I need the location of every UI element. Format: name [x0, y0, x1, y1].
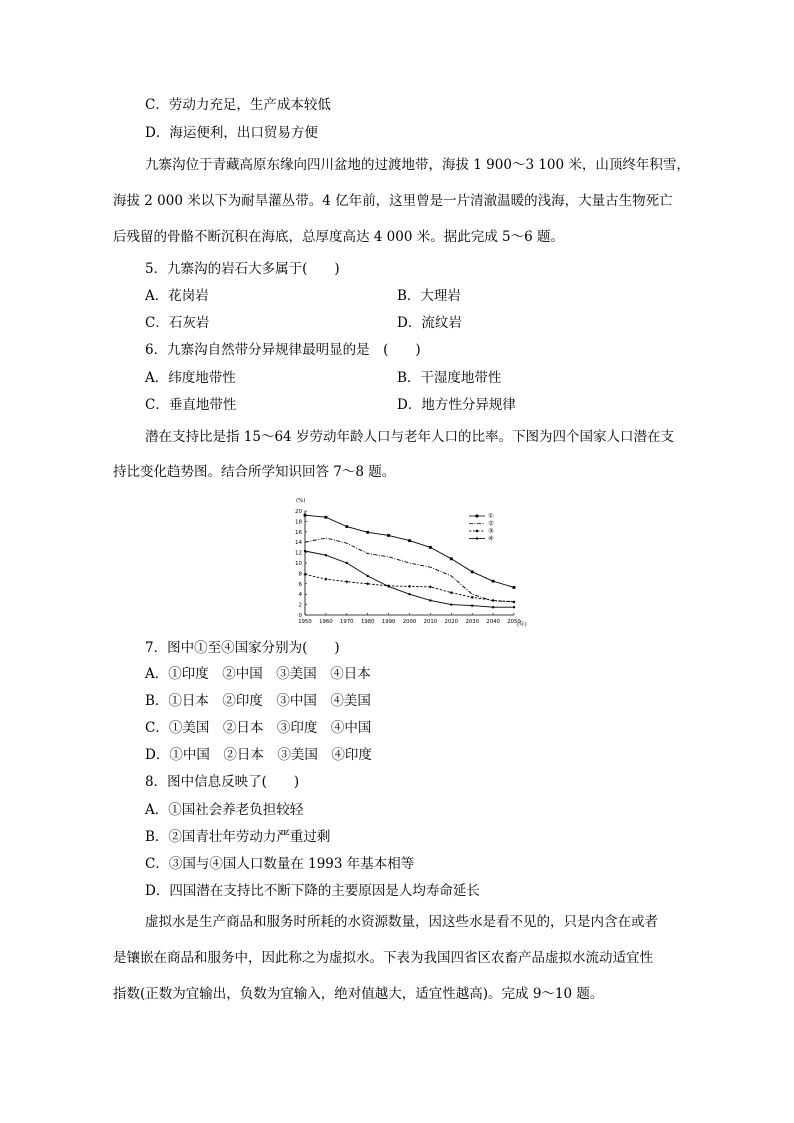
q7-stem: 7．图中①至④国家分别为( ): [145, 640, 340, 656]
q8-option-c: C．③国与④国人口数量在 1993 年基本相等: [145, 856, 415, 872]
series-1-point: [429, 546, 432, 549]
series-line-2: [305, 538, 514, 602]
series-3-point: [471, 596, 474, 599]
series-1-point: [513, 586, 516, 589]
q5-option-d: D．流纹岩: [397, 315, 462, 331]
x-tick-label: 1970: [340, 619, 354, 625]
series-3-point: [366, 582, 369, 585]
series-1-point: [345, 525, 348, 528]
passage2-line2: 持比变化趋势图。结合所学知识回答 7～8 题。: [113, 464, 396, 480]
q6-stem: 6．九寨沟自然带分异规律最明显的是 ( ): [145, 342, 421, 358]
series-1-point: [471, 570, 474, 573]
series-4-point: [408, 593, 410, 595]
legend-label-1: ①: [488, 512, 494, 521]
series-1-point: [387, 534, 390, 537]
series-line-1: [305, 515, 514, 587]
series-line-3: [305, 574, 514, 602]
q8-option-d: D．四国潜在支持比不断下降的主要原因是人均寿命延长: [145, 883, 480, 899]
series-3-point: [408, 585, 411, 588]
q7-option-c: C．①美国 ②日本 ③印度 ④中国: [145, 720, 372, 736]
series-3-point: [492, 599, 495, 602]
option-d-prev: D．海运便利，出口贸易方便: [145, 125, 318, 141]
y-tick-label: 20: [295, 509, 302, 515]
legend-label-3: ③: [488, 527, 494, 536]
series-3-point: [512, 600, 515, 603]
legend-marker-3: [475, 529, 478, 532]
y-tick-label: 2: [298, 602, 302, 609]
x-tick-label: 2050: [507, 619, 521, 625]
q5-stem: 5．九寨沟的岩石大多属于( ): [145, 261, 340, 277]
y-tick-label: 14: [295, 540, 302, 547]
passage1-line2: 海拔 2 000 米以下为耐旱灌丛带。4 亿年前，这里曾是一片清澈温暖的浅海，大量古生物死亡: [113, 193, 673, 209]
q8-option-b: B．②国青壮年劳动力严重过剩: [145, 829, 331, 845]
y-tick-label: 8: [298, 571, 302, 578]
x-tick-label: 2040: [486, 619, 500, 625]
series-1-point: [408, 539, 411, 542]
y-tick-label: 18: [295, 519, 302, 526]
q6-option-d: D．地方性分异规律: [397, 397, 516, 413]
q8-stem: 8．图中信息反映了( ): [145, 774, 300, 790]
option-c-prev: C．劳动力充足，生产成本较低: [145, 97, 331, 113]
x-tick-label: 1950: [298, 619, 312, 625]
series-1-point: [366, 531, 369, 534]
q5-option-b: B．大理岩: [397, 288, 461, 304]
series-3-point: [345, 580, 348, 583]
series-4-point: [346, 562, 348, 564]
series-1-point: [492, 580, 495, 583]
x-tick-label: 1990: [381, 619, 396, 625]
q7-option-a: A．①印度 ②中国 ③美国 ④日本: [145, 666, 371, 682]
y-tick-label: 6: [298, 581, 302, 588]
x-axis-label: (年): [517, 622, 527, 628]
x-tick-label: 2000: [402, 619, 417, 625]
y-tick-label: 0: [298, 613, 302, 619]
series-1-point: [325, 516, 328, 519]
series-4-point: [450, 603, 452, 605]
q6-option-a: A．纬度地带性: [145, 370, 236, 386]
q8-option-a: A．①国社会养老负担较轻: [145, 802, 304, 818]
x-tick-label: 1980: [360, 619, 375, 625]
q7-option-b: B．①日本 ②印度 ③中国 ④美国: [145, 693, 371, 709]
passage3-line2: 是镶嵌在商品和服务中，因此称之为虚拟水。下表为我国四省区农畜产品虚拟水流动适宜性: [113, 950, 653, 966]
y-tick-label: 4: [298, 592, 302, 599]
q5-option-a: A．花岗岩: [145, 288, 209, 304]
passage3-line3: 指数(正数为宜输出，负数为宜输入，绝对值越大，适宜性越高)。完成 9～10 题。: [113, 986, 604, 1002]
series-1-point: [304, 514, 307, 517]
series-4-point: [492, 606, 494, 608]
series-4-point: [471, 604, 473, 606]
y-tick-label: 12: [295, 550, 302, 557]
series-4-point: [367, 575, 369, 577]
series-4-point: [513, 606, 515, 608]
y-tick-label: 10: [295, 561, 302, 567]
series-3-point: [450, 591, 453, 594]
series-line-4: [305, 551, 514, 607]
passage3-line1: 虚拟水是生产商品和服务时所耗的水资源数量，因这些水是看不见的，只是内含在或者: [145, 914, 658, 930]
y-axis-label: (%): [296, 498, 306, 504]
support-ratio-chart: [285, 493, 535, 633]
passage1-line3: 后残留的骨骼不断沉积在海底，总厚度高达 4 000 米。据此完成 5～6 题。: [113, 229, 564, 245]
passage2-line1: 潜在支持比是指 15～64 岁劳动年龄人口与老年人口的比率。下图为四个国家人口潜在支: [145, 429, 674, 445]
legend-marker-1: [476, 515, 479, 518]
x-tick-label: 2030: [465, 619, 479, 625]
x-tick-label: 1960: [319, 619, 333, 625]
series-4-point: [304, 550, 306, 552]
series-3-point: [324, 578, 327, 581]
legend-label-4: ④: [488, 534, 494, 543]
y-tick-label: 16: [295, 529, 302, 536]
series-3-point: [429, 585, 432, 588]
x-tick-label: 2010: [423, 619, 438, 625]
q7-option-d: D．①中国 ②日本 ③美国 ④印度: [145, 747, 372, 763]
series-4-point: [429, 599, 431, 601]
series-4-point: [387, 585, 389, 587]
passage1-line1: 九寨沟位于青藏高原东缘向四川盆地的过渡地带，海拔 1 900～3 100 米，山顶终年积雪，: [145, 157, 690, 173]
q6-option-c: C．垂直地带性: [145, 397, 237, 413]
q6-option-b: B．干湿度地带性: [397, 370, 502, 386]
x-tick-label: 2020: [444, 619, 459, 625]
legend-marker-4: [476, 537, 478, 539]
q5-option-c: C．石灰岩: [145, 315, 210, 331]
legend-label-2: ②: [488, 519, 494, 528]
series-1-point: [450, 557, 453, 560]
series-4-point: [325, 554, 327, 556]
